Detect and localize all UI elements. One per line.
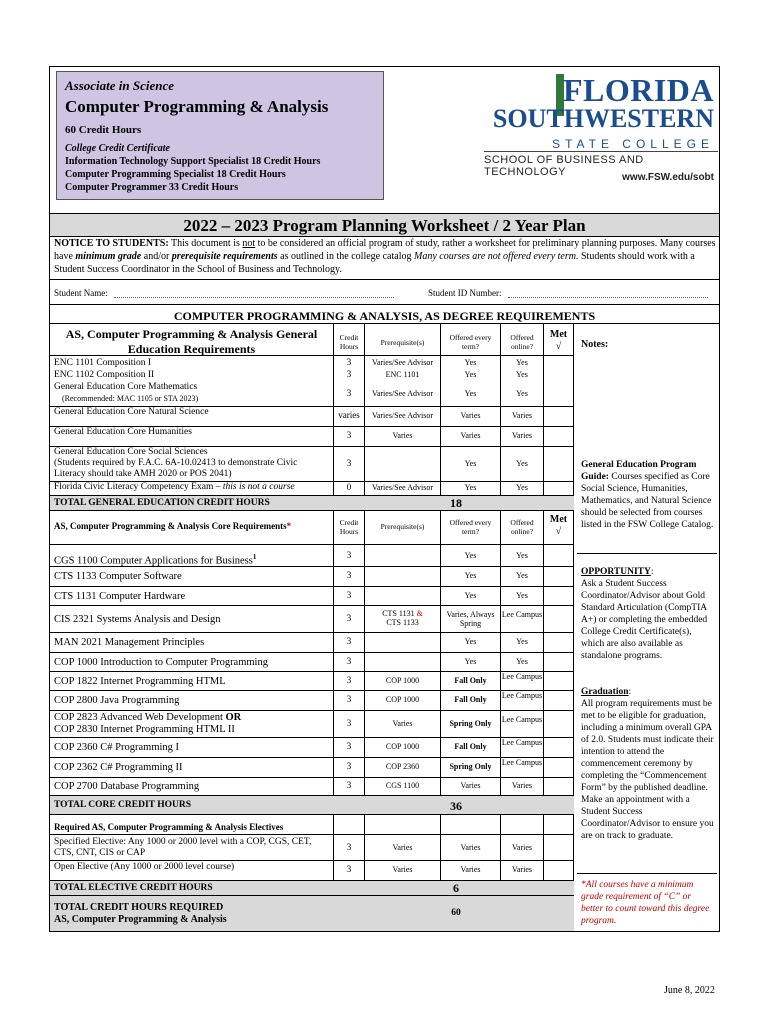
- offered-every-term: Varies: [460, 842, 481, 852]
- row-line: [50, 860, 574, 861]
- course-title: COP 2800 Java Programming: [54, 695, 180, 706]
- logo-southwestern: SOUTHWESTERN: [492, 104, 714, 133]
- course-title: COP 1822 Internet Programming HTML: [54, 675, 226, 687]
- offered-every-term: Yes: [464, 388, 477, 398]
- credit-hours: 3: [346, 674, 352, 685]
- course-title: CIS 2321 Systems Analysis and Design: [54, 613, 221, 625]
- credit-hours: 3: [346, 841, 352, 852]
- offered-every-term: Yes: [464, 370, 477, 379]
- offered-online: Yes: [516, 590, 528, 600]
- row-line: [50, 355, 574, 356]
- offered-online: Yes: [516, 388, 528, 398]
- credit-hours: 3: [346, 430, 352, 440]
- notice-min-grade: minimum grade: [75, 251, 142, 262]
- course-title: MAN 2021 Management Principles: [54, 637, 205, 648]
- offered-every-term: Spring Only: [449, 762, 492, 771]
- course-name: [54, 657, 330, 669]
- credit-hours: 3: [346, 570, 352, 580]
- notice-text: to be considered an official program of study, rather a worksheet for preliminary planning purposes. Many courses have: [54, 238, 716, 262]
- notes-gen-ed: [581, 459, 715, 531]
- col-online-header: Offered online?: [510, 518, 534, 536]
- course-name: [54, 427, 330, 438]
- notice-paragraph: [54, 237, 716, 276]
- notice-label: NOTICE TO STUDENTS:: [54, 238, 169, 249]
- prerequisite: COP 1000: [385, 695, 420, 704]
- met-label: Met: [549, 514, 568, 525]
- course-title: Florida Civic Literacy Competency Exam –: [54, 482, 223, 492]
- prereq-text: CTS 1131: [382, 608, 417, 618]
- core-star: *: [286, 521, 292, 531]
- prerequisite: COP 1000: [385, 675, 420, 685]
- credit-hours: 3: [346, 369, 352, 379]
- gen-ed-title: AS, Computer Programming & Analysis General Education Requirements: [65, 327, 318, 356]
- notes-graduation: Graduation: All program requirements must be met to be eligible for graduation, including a minimum overall GPA of 2.0. Students must indicate their intention to attend the commencement ceremony by completing the “Commencement Form” by the published deadline. Make an appointment with a Student Success Coordinator/Advisor to ensure you are on track to graduate.: [581, 687, 714, 841]
- notes-opp-head: OPPORTUNITY: [581, 567, 651, 577]
- course-title: CTS 1131 Computer Hardware: [54, 590, 186, 602]
- offered-online: Varies: [512, 842, 532, 852]
- notice-italic: Many courses are not offered every term.: [413, 251, 579, 262]
- course-name: [54, 676, 330, 688]
- course-title: General Education Core Social Sciences: [54, 447, 208, 457]
- offered-every-term: Yes: [464, 590, 477, 600]
- offered-online: Yes: [516, 637, 528, 646]
- course-name: [54, 407, 330, 418]
- offered-online: Lee Campus: [501, 609, 543, 619]
- offered-online: Varies: [512, 781, 532, 790]
- notice-text: Students should work with a Student Success Coordinator in the School of Business and Technology.: [54, 251, 695, 275]
- course-name: [54, 382, 330, 404]
- course-title: CTS 1133 Computer Software: [54, 571, 182, 582]
- divider: [50, 279, 719, 280]
- offered-online: Lee Campus: [501, 714, 543, 724]
- gen-ed-total-label: TOTAL GENERAL EDUCATION CREDIT HOURS: [54, 498, 270, 508]
- offered-online: Varies: [512, 865, 532, 874]
- credit-hours: 3: [346, 636, 352, 646]
- prerequisite: Varies: [392, 842, 413, 852]
- col-prereq-header: Prerequisite(s): [380, 522, 425, 531]
- credit-hours: 3: [346, 864, 352, 874]
- student-id-field[interactable]: [428, 288, 708, 298]
- course-title: General Education Core Mathematics: [54, 382, 198, 392]
- core-total-label: TOTAL CORE CREDIT HOURS: [54, 800, 191, 810]
- offered-every-term: Yes: [464, 637, 477, 646]
- course-name: [54, 712, 330, 736]
- program-hours: 60 Credit Hours: [65, 124, 142, 136]
- col-line: [543, 323, 544, 931]
- school-name: SCHOOL OF BUSINESS AND TECHNOLOGY: [484, 154, 644, 178]
- notes-heading: Notes:: [581, 339, 609, 350]
- course-name: [54, 742, 330, 754]
- prerequisite: Varies: [392, 865, 413, 874]
- row-line: [50, 710, 574, 711]
- course-name: [54, 591, 330, 603]
- row-line: [50, 566, 574, 567]
- course-name: [54, 358, 330, 369]
- course-sub: (Recommended: MAC 1105 or STA 2023): [62, 394, 199, 403]
- prerequisite: ENC 1101: [385, 370, 420, 379]
- offered-online: Yes: [516, 656, 528, 666]
- offered-every-term: Yes: [464, 656, 477, 666]
- offered-every-term: Yes: [464, 483, 477, 492]
- worksheet-banner: 2022 – 2023 Program Planning Worksheet / 2 Year Plan: [50, 213, 719, 237]
- notes-opportunity: OPPORTUNITY: Ask a Student Success Coordinator/Advisor about Gold Standard Articulation (CompTIA A+) or completing the embedded College Credit Certificate(s), which are also available as standalone programs.: [581, 566, 715, 662]
- course-name: [54, 637, 330, 649]
- section-title: COMPUTER PROGRAMMING & ANALYSIS, AS DEGREE REQUIREMENTS: [173, 309, 596, 323]
- offered-online: Varies: [512, 431, 532, 440]
- row-line: [50, 777, 574, 778]
- course-title: COP 2362 C# Programming II: [54, 762, 183, 773]
- core-total: 36: [450, 799, 462, 813]
- row-line: [50, 586, 574, 587]
- credit-hours: 3: [346, 357, 352, 367]
- prerequisite: Varies: [392, 431, 413, 440]
- col-met-header: [544, 329, 573, 353]
- course-name: [54, 482, 330, 493]
- student-id-label: Student ID Number:: [428, 288, 502, 298]
- row-line: [50, 834, 574, 835]
- grand-total: 60: [451, 908, 461, 918]
- notes-grad-head: Graduation: [581, 687, 629, 697]
- student-id-line[interactable]: [508, 289, 708, 298]
- cert-item: Computer Programming Specialist 18 Credit Hours: [65, 169, 286, 180]
- course-title: COP 2700 Database Programming: [54, 781, 200, 792]
- credit-hours: 3: [346, 741, 352, 751]
- offered-every-term: Spring Only: [449, 718, 492, 728]
- course-title: ENC 1101 Composition I: [54, 358, 152, 368]
- notice-not: not: [242, 238, 256, 249]
- degree-type: Associate in Science: [65, 78, 175, 93]
- row-line: [50, 652, 574, 653]
- course-name: Specified Elective: Any 1000 or 2000 level with a COP, CGS, CET, CTS, CNT, CIS or CAP: [54, 837, 312, 858]
- col-offered-header: Offered every term?: [449, 333, 492, 351]
- offered-online: Yes: [516, 358, 528, 367]
- row-line: [50, 690, 574, 691]
- offered-every-term: Varies, Always Spring: [446, 609, 495, 628]
- offered-every-term: Yes: [464, 571, 477, 580]
- row-line: [50, 814, 574, 815]
- offered-every-term: Yes: [464, 458, 477, 468]
- row-line: [50, 757, 574, 758]
- col-credit-header: Credit Hours: [339, 333, 359, 351]
- gen-ed-total: 18: [450, 496, 462, 510]
- course-name: [54, 447, 330, 480]
- course-name: [54, 781, 330, 793]
- offered-online: Lee Campus: [501, 758, 543, 767]
- prerequisite: Varies: [392, 718, 413, 728]
- course-title: COP 2360 C# Programming I: [54, 742, 180, 753]
- logo-state-college: STATE COLLEGE: [552, 137, 714, 151]
- offered-every-term: Varies: [460, 781, 481, 790]
- cert-item: Computer Programmer 33 Credit Hours: [65, 182, 239, 193]
- course-name: [54, 370, 330, 381]
- credit-hours: 3: [346, 655, 352, 666]
- electives-total-label: TOTAL ELECTIVE CREDIT HOURS: [54, 883, 213, 893]
- course-title: COP 1000 Introduction to Computer Programming: [54, 656, 268, 668]
- offered-every-term: Yes: [464, 358, 477, 367]
- course-title: ENC 1102 Composition II: [54, 370, 155, 380]
- offered-every-term: Varies: [460, 865, 481, 874]
- credit-hours: 3: [346, 589, 352, 600]
- met-check: √: [555, 341, 562, 352]
- student-name-label: Student Name:: [54, 288, 108, 298]
- prereq-amp: &: [416, 608, 423, 618]
- course-or: OR: [225, 712, 242, 723]
- offered-online: Lee Campus: [501, 691, 543, 700]
- col-credit-header: Credit Hours: [339, 518, 359, 536]
- course-title: General Education Core Humanities: [54, 427, 192, 437]
- offered-online: Yes: [516, 550, 528, 560]
- credit-hours: 3: [346, 694, 352, 704]
- course-name: [54, 614, 330, 626]
- course-note: this is not a course: [222, 482, 295, 492]
- prerequisite: CGS 1100: [385, 781, 420, 790]
- credit-hours: 3: [346, 717, 352, 728]
- course-title: COP 2830 Internet Programming HTML II: [54, 724, 235, 735]
- offered-online: Lee Campus: [501, 738, 543, 747]
- credit-hours: 3: [346, 612, 352, 623]
- notes-divider: [577, 873, 717, 874]
- grand-total-label: TOTAL CREDIT HOURS REQUIRED: [54, 902, 224, 913]
- program-header: [56, 71, 384, 200]
- core-title-text: AS, Computer Programming & Analysis Core Requirements: [54, 521, 287, 531]
- program-title: Computer Programming & Analysis: [65, 97, 329, 116]
- student-name-line[interactable]: [114, 289, 394, 298]
- offered-every-term: Fall Only: [454, 675, 487, 685]
- divider: [50, 304, 719, 305]
- notes-gen-ed-body: Courses specified as Core Social Science, Humanities, Mathematics, and Natural Science should be selected from courses listed in the FSW College Catalog.: [581, 472, 714, 530]
- notes-gen-ed-head: General Education Program Guide:: [581, 460, 697, 482]
- offered-every-term: Fall Only: [454, 695, 487, 704]
- course-title: General Education Core Natural Science: [54, 407, 209, 417]
- logo-florida: FLORIDA: [562, 72, 714, 108]
- notice-text: as outlined in the college catalog: [277, 251, 414, 262]
- electives-title: Required AS, Computer Programming & Analysis Electives: [54, 822, 284, 832]
- notes-min-grade: *All courses have a minimum grade requirement of “C” or better to count toward this degree program.: [581, 880, 710, 926]
- offered-every-term: Varies: [460, 411, 481, 420]
- course-title: CGS 1100 Computer Applications for Business: [54, 555, 253, 566]
- notes-opp-body: Ask a Student Success Coordinator/Advisor about Gold Standard Articulation (CompTIA A+) or completing the embedded College Credit Certificate(s), which are also available as standalone programs.: [581, 579, 708, 661]
- notes-grad-body: All program requirements must be met to be eligible for graduation, including a minimum overall GPA of 2.0. Students must indicate their intention to attend the commencement ceremony by completing the “Commencement Form” by the published deadline. Make an appointment with a Student Success Coordinator/Advisor to ensure you are on track to graduate.: [581, 699, 714, 841]
- student-name-field[interactable]: [54, 288, 394, 298]
- school-url: www.FSW.edu/sobt: [622, 172, 714, 183]
- credit-hours: 3: [346, 549, 352, 560]
- offered-online: Yes: [516, 483, 528, 492]
- course-name: [54, 762, 330, 774]
- offered-every-term: Varies: [460, 431, 481, 440]
- college-logo: [484, 70, 718, 188]
- row-line: [50, 671, 574, 672]
- offered-online: Yes: [516, 571, 528, 580]
- offered-online: Yes: [516, 370, 528, 379]
- prerequisite: [365, 609, 440, 627]
- met-check: √: [555, 526, 562, 537]
- cert-item: Information Technology Support Specialist 18 Credit Hours: [65, 156, 321, 167]
- prereq-text: CTS 1133: [386, 617, 419, 627]
- prerequisite: Varies/See Advisor: [371, 411, 434, 420]
- notice-prereq: prerequisite requirements: [171, 251, 278, 262]
- row-line: [50, 510, 574, 511]
- course-name: [54, 571, 330, 583]
- course-name: [54, 695, 330, 707]
- offered-online: Lee Campus: [501, 671, 543, 681]
- credit-hours: varies: [338, 410, 360, 420]
- notice-text: This document is: [168, 238, 243, 249]
- row-line: [50, 737, 574, 738]
- credit-hours: 3: [346, 780, 352, 790]
- col-prereq-header: Prerequisite(s): [380, 338, 425, 347]
- credit-hours: 3: [346, 761, 352, 771]
- met-label: Met: [549, 329, 568, 340]
- course-name: Open Elective (Any 1000 or 2000 level course): [54, 862, 235, 872]
- certificate-list: [65, 142, 375, 194]
- prerequisite: Varies/See Advisor: [371, 483, 434, 492]
- offered-every-term: Fall Only: [454, 742, 487, 751]
- col-offered-header: Offered every term?: [449, 518, 492, 536]
- prerequisite: Varies/See Advisor: [371, 388, 434, 398]
- cert-heading: College Credit Certificate: [65, 143, 170, 154]
- offered-online: Yes: [516, 458, 528, 468]
- divider: [50, 323, 719, 324]
- course-name: [54, 551, 330, 568]
- notes-divider: [577, 553, 717, 554]
- course-sub: (Students required by F.A.C. 6A-10.02413 to demonstrate Civic Literacy should take AMH 2020 or POS 2041): [54, 458, 298, 479]
- prerequisite: Varies/See Advisor: [371, 358, 434, 367]
- col-online-header: Offered online?: [510, 333, 534, 351]
- credit-hours: 3: [346, 387, 352, 398]
- logo-divider: [484, 151, 718, 152]
- electives-total: 6: [453, 881, 459, 895]
- row-line: [50, 632, 574, 633]
- course-footnote: 1: [252, 552, 257, 561]
- row-line: [50, 544, 574, 545]
- offered-every-term: Yes: [464, 550, 477, 560]
- notice-text: and/or: [141, 251, 172, 262]
- col-met-header: [544, 514, 573, 538]
- course-title: COP 2823 Advanced Web Development: [54, 712, 226, 723]
- row-line: [50, 605, 574, 606]
- col-line: [573, 323, 574, 931]
- grand-total-program: AS, Computer Programming & Analysis: [54, 914, 227, 925]
- credit-hours: 3: [346, 457, 352, 468]
- prerequisite: COP 2360: [385, 762, 420, 771]
- credit-hours: 0: [346, 482, 352, 492]
- offered-online: Varies: [512, 411, 532, 420]
- prerequisite: COP 1000: [385, 742, 420, 751]
- footer-date: June 8, 2022: [664, 985, 715, 996]
- core-title: [54, 521, 330, 532]
